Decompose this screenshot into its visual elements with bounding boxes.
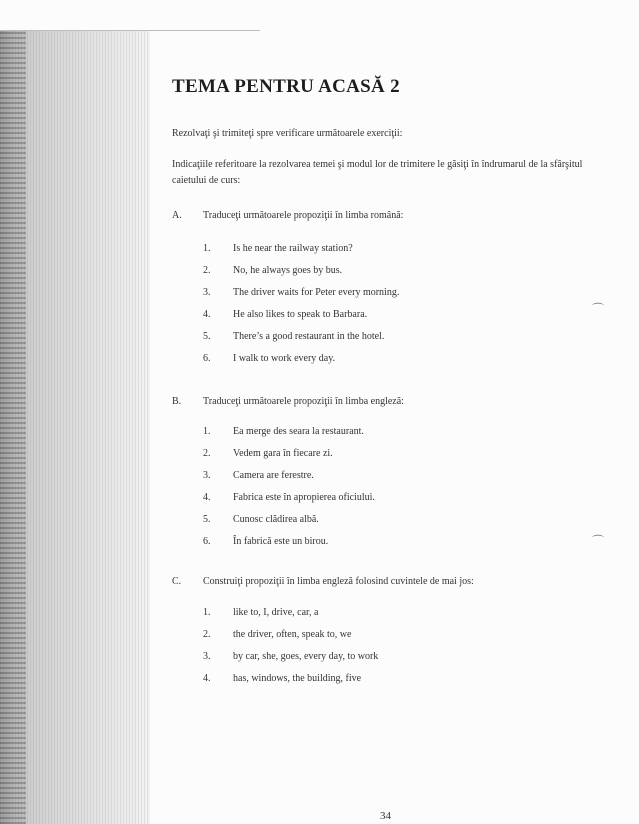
item-text: No, he always goes by bus.: [233, 265, 343, 276]
item-text: Is he near the railway station?: [233, 243, 353, 254]
scan-top-edge: [0, 30, 260, 31]
section-c-heading: Construiţi propoziţii în limba engleză folosind cuvintele de mai jos:: [203, 576, 474, 587]
instruction-line: Rezolvaţi şi trimiteţi spre verificare următoarele exerciţii:: [172, 128, 403, 139]
item-number: 4.: [203, 673, 211, 684]
item-number: 6.: [203, 536, 211, 547]
binding-edge: [0, 30, 26, 824]
section-b-heading: Traduceţi următoarele propoziţii în limba engleză:: [203, 396, 404, 407]
scan-mark: ⌒: [592, 534, 605, 548]
item-number: 1.: [203, 607, 211, 618]
item-number: 2.: [203, 448, 211, 459]
item-text: I walk to work every day.: [233, 353, 336, 364]
item-text: the driver, often, speak to, we: [233, 629, 352, 640]
page-title: TEMA PENTRU ACASĂ 2: [172, 76, 400, 97]
item-number: 3.: [203, 651, 211, 662]
item-text: Vedem gara în fiecare zi.: [233, 448, 333, 459]
item-text: Cunosc clădirea albă.: [233, 514, 319, 525]
item-text: Ea merge des seara la restaurant.: [233, 426, 364, 437]
item-number: 3.: [203, 470, 211, 481]
item-number: 5.: [203, 514, 211, 525]
item-text: by car, she, goes, every day, to work: [233, 651, 379, 662]
item-number: 6.: [203, 353, 211, 364]
item-text: like to, I, drive, car, a: [233, 607, 319, 618]
item-number: 5.: [203, 331, 211, 342]
item-number: 3.: [203, 287, 211, 298]
scan-mark: ⌒: [592, 302, 605, 316]
section-a-letter: A.: [172, 210, 182, 221]
item-text: has, windows, the building, five: [233, 673, 362, 684]
page-number: 34: [380, 810, 391, 822]
item-number: 4.: [203, 309, 211, 320]
section-c-letter: C.: [172, 576, 182, 587]
item-number: 2.: [203, 629, 211, 640]
instruction-paragraph: Indicaţiile referitoare la rezolvarea temei şi modul lor de trimitere le găsiţi în îndrumarul de la sfârşitul caietului de curs:: [172, 159, 583, 186]
item-number: 1.: [203, 243, 211, 254]
item-text: În fabrică este un birou.: [233, 536, 329, 547]
item-text: The driver waits for Peter every morning.: [233, 287, 400, 298]
item-number: 2.: [203, 265, 211, 276]
item-text: There’s a good restaurant in the hotel.: [233, 331, 385, 342]
item-number: 1.: [203, 426, 211, 437]
item-number: 4.: [203, 492, 211, 503]
section-b-letter: B.: [172, 396, 182, 407]
item-text: Fabrica este în apropierea oficiului.: [233, 492, 375, 503]
item-text: Camera are ferestre.: [233, 470, 314, 481]
item-text: He also likes to speak to Barbara.: [233, 309, 368, 320]
section-a-heading: Traduceţi următoarele propoziţii în limba română:: [203, 210, 404, 221]
